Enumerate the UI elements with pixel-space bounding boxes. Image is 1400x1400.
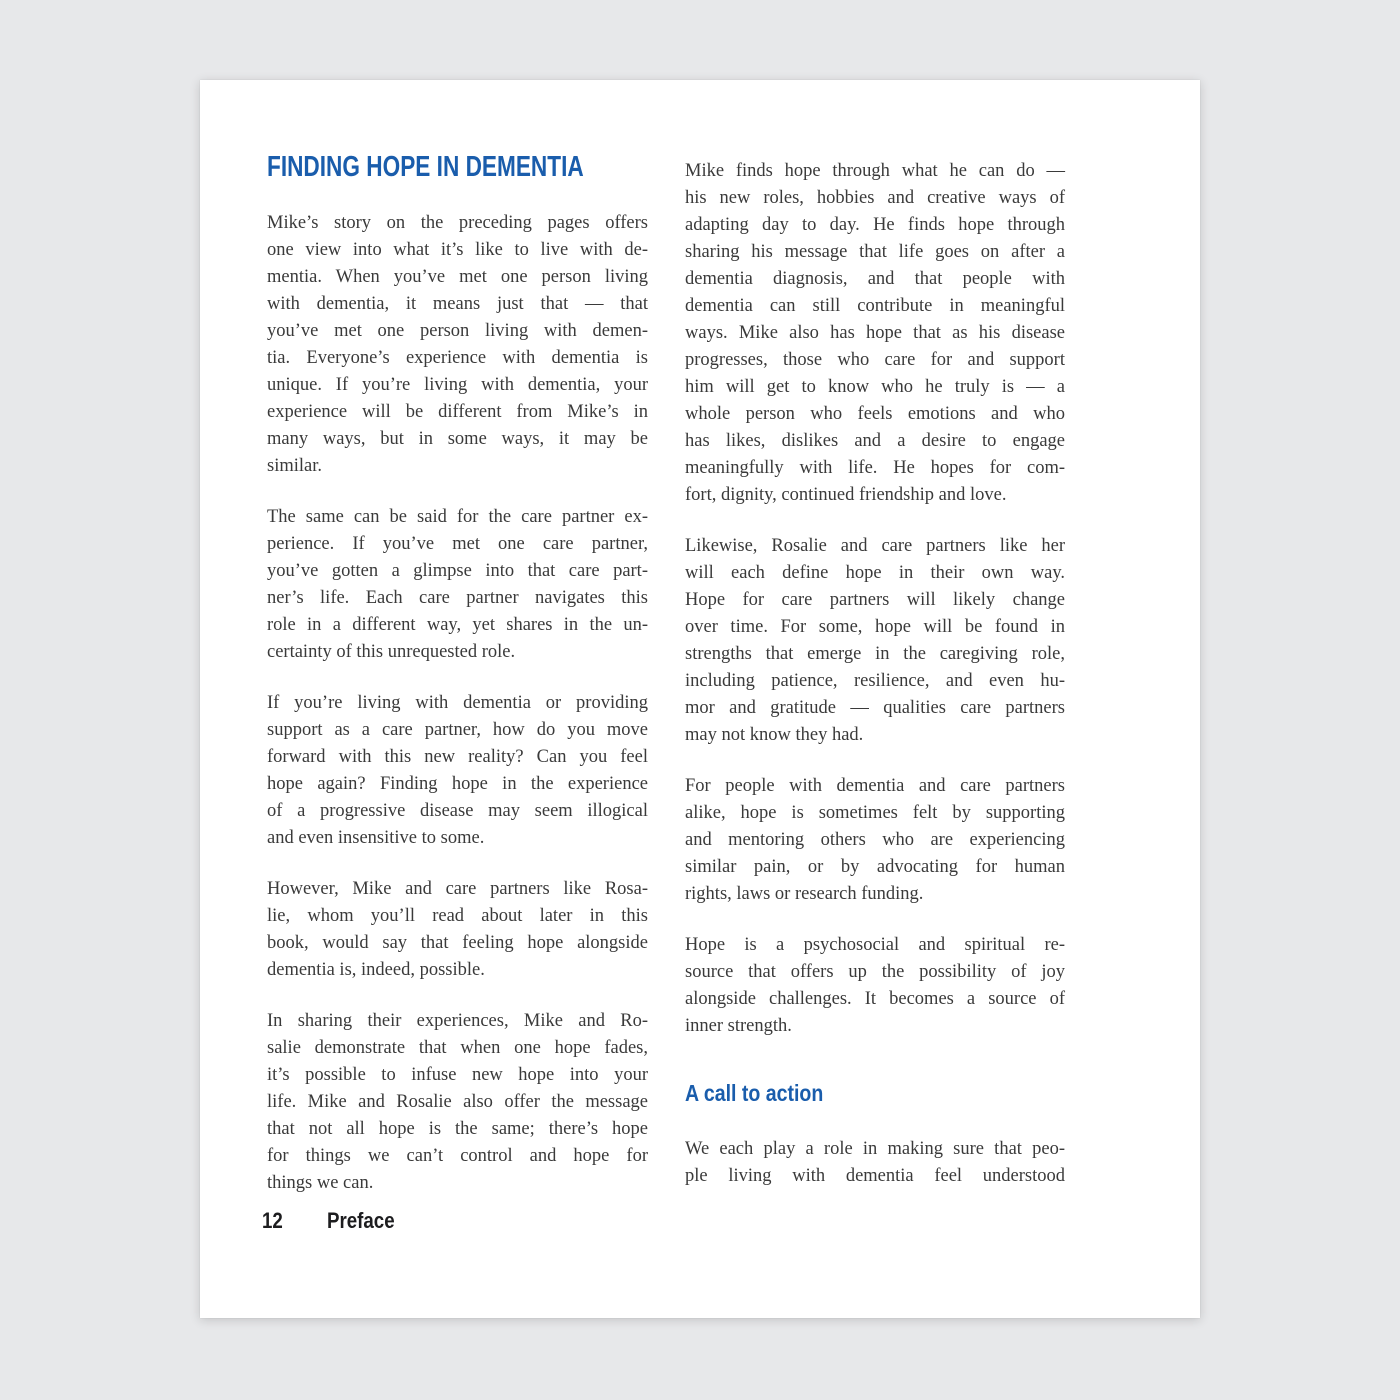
text-line: ways. Mike also has hope that as his disease <box>685 323 1065 343</box>
text-line: salie demonstrate that when one hope fades, <box>267 1038 648 1058</box>
page-number: 12 <box>262 1208 283 1233</box>
text-line: Mike’s story on the preceding pages offers <box>267 213 648 233</box>
text-line: mor and gratitude — qualities care partners <box>685 698 1065 718</box>
text-line: hope again? Finding hope in the experience <box>267 774 648 794</box>
text-line: Hope is a psychosocial and spiritual re- <box>685 935 1065 955</box>
text-line: sharing his message that life goes on after a <box>685 242 1065 262</box>
text-line: However, Mike and care partners like Rosa- <box>267 879 648 899</box>
subsection-title: A call to action <box>685 1080 824 1106</box>
text-line: alike, hope is sometimes felt by supporting <box>685 803 1065 823</box>
text-line: adapting day to day. He finds hope through <box>685 215 1065 235</box>
text-line: one view into what it’s like to live with de- <box>267 240 648 260</box>
paragraph <box>685 1136 1065 1190</box>
text-line: things we can. <box>267 1173 374 1193</box>
text-line: that not all hope is the same; there’s hope <box>267 1119 648 1139</box>
section-title: FINDING HOPE IN DEMENTIA <box>267 151 584 183</box>
text-line: ner’s life. Each care partner navigates this <box>267 588 648 608</box>
text-line: dementia can still contribute in meaningful <box>685 296 1065 316</box>
paragraph <box>267 1008 648 1197</box>
text-line: may not know they had. <box>685 725 864 745</box>
text-line: Likewise, Rosalie and care partners like her <box>685 536 1065 556</box>
text-line: you’ve gotten a glimpse into that care part- <box>267 561 648 581</box>
text-line: has likes, dislikes and a desire to engage <box>685 431 1065 451</box>
text-line: with dementia, it means just that — that <box>267 294 648 314</box>
text-line: lie, whom you’ll read about later in this <box>267 906 648 926</box>
text-line: tia. Everyone’s experience with dementia is <box>267 348 648 368</box>
text-line: him will get to know who he truly is — a <box>685 377 1065 397</box>
text-line: you’ve met one person living with demen- <box>267 321 648 341</box>
text-line: for things we can’t control and hope for <box>267 1146 648 1166</box>
text-line: rights, laws or research funding. <box>685 884 924 904</box>
paragraph <box>267 690 648 852</box>
text-line: book, would say that feeling hope alongside <box>267 933 648 953</box>
text-line: unique. If you’re living with dementia, your <box>267 375 648 395</box>
text-line: We each play a role in making sure that peo- <box>685 1139 1065 1159</box>
text-line: If you’re living with dementia or providing <box>267 693 648 713</box>
text-line: strengths that emerge in the caregiving role, <box>685 644 1065 664</box>
text-line: will each define hope in their own way. <box>685 563 1065 583</box>
paragraph <box>685 158 1065 509</box>
text-line: fort, dignity, continued friendship and love. <box>685 485 1007 505</box>
text-line: over time. For some, hope will be found in <box>685 617 1065 637</box>
text-line: and even insensitive to some. <box>267 828 485 848</box>
text-line: many ways, but in some ways, it may be <box>267 429 648 449</box>
text-line: similar. <box>267 456 322 476</box>
text-line: Hope for care partners will likely change <box>685 590 1065 610</box>
text-line: support as a care partner, how do you move <box>267 720 648 740</box>
text-line: alongside challenges. It becomes a source of <box>685 989 1065 1009</box>
text-line: role in a different way, yet shares in the un- <box>267 615 648 635</box>
text-line: source that offers up the possibility of joy <box>685 962 1065 982</box>
paragraph <box>267 504 648 666</box>
text-line: including patience, resilience, and even hu- <box>685 671 1065 691</box>
paragraph <box>267 876 648 984</box>
text-line: it’s possible to infuse new hope into your <box>267 1065 648 1085</box>
text-line: ple living with dementia feel understood <box>685 1166 1065 1186</box>
book-page <box>200 80 1200 1318</box>
text-line: For people with dementia and care partners <box>685 776 1065 796</box>
paragraph <box>685 533 1065 749</box>
section-label: Preface <box>327 1208 395 1233</box>
right-column <box>685 158 1065 1190</box>
paragraph <box>685 932 1065 1040</box>
text-line: his new roles, hobbies and creative ways of <box>685 188 1065 208</box>
text-line: mentia. When you’ve met one person living <box>267 267 648 287</box>
paragraph <box>685 773 1065 908</box>
text-line: perience. If you’ve met one care partner, <box>267 534 648 554</box>
text-line: progresses, those who care for and support <box>685 350 1065 370</box>
text-line: experience will be different from Mike’s in <box>267 402 648 422</box>
text-line: In sharing their experiences, Mike and Ro- <box>267 1011 648 1031</box>
page-footer <box>262 1208 395 1234</box>
text-line: similar pain, or by advocating for human <box>685 857 1065 877</box>
text-line: and mentoring others who are experiencing <box>685 830 1065 850</box>
text-line: dementia diagnosis, and that people with <box>685 269 1065 289</box>
text-line: dementia is, indeed, possible. <box>267 960 485 980</box>
left-column <box>267 152 648 1197</box>
text-line: of a progressive disease may seem illogical <box>267 801 648 821</box>
text-line: meaningfully with life. He hopes for com- <box>685 458 1065 478</box>
text-line: The same can be said for the care partner ex- <box>267 507 648 527</box>
text-line: inner strength. <box>685 1016 792 1036</box>
text-line: certainty of this unrequested role. <box>267 642 516 662</box>
paragraph <box>267 210 648 480</box>
text-line: whole person who feels emotions and who <box>685 404 1065 424</box>
text-line: Mike finds hope through what he can do — <box>685 161 1065 181</box>
text-line: forward with this new reality? Can you feel <box>267 747 648 767</box>
text-line: life. Mike and Rosalie also offer the message <box>267 1092 648 1112</box>
